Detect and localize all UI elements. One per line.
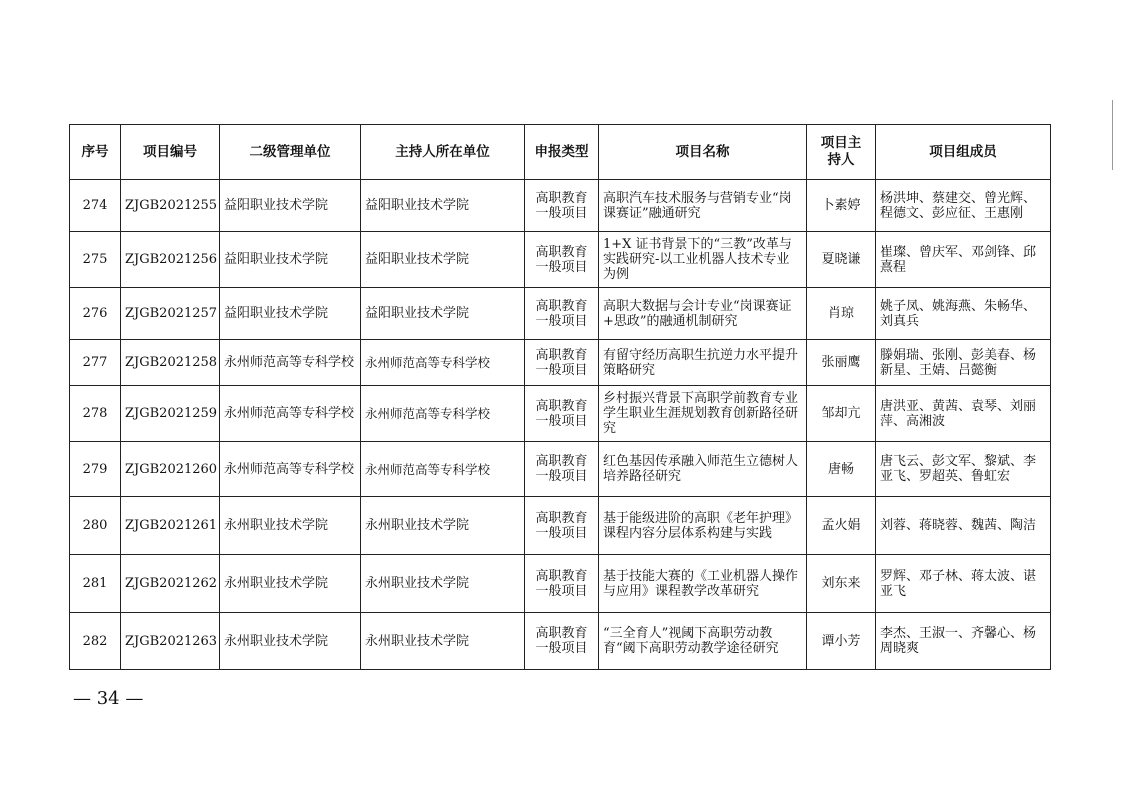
cell-admin-unit: 永州师范高等专科学校 bbox=[220, 340, 361, 386]
cell-host-unit: 永州师范高等专科学校 bbox=[361, 386, 525, 442]
cell-admin-unit: 永州师范高等专科学校 bbox=[220, 386, 361, 442]
cell-members: 崔璨、曾庆军、邓剑锋、邱熹程 bbox=[876, 232, 1051, 288]
cell-host-unit: 益阳职业技术学院 bbox=[361, 288, 525, 340]
header-code: 项目编号 bbox=[121, 125, 220, 180]
cell-members: 李杰、王淑一、齐馨心、杨周晓爽 bbox=[876, 613, 1051, 670]
cell-members: 唐飞云、彭文军、黎斌、李亚飞、罗超英、鲁虹宏 bbox=[876, 442, 1051, 497]
cell-admin-unit: 永州职业技术学院 bbox=[220, 497, 361, 555]
cell-seq: 281 bbox=[70, 555, 121, 613]
cell-seq: 282 bbox=[70, 613, 121, 670]
table-row bbox=[70, 442, 1051, 497]
cell-code: ZJGB2021259 bbox=[121, 386, 220, 442]
header-row bbox=[70, 125, 1051, 180]
cell-seq: 279 bbox=[70, 442, 121, 497]
cell-host-unit: 益阳职业技术学院 bbox=[361, 232, 525, 288]
cell-code: ZJGB2021258 bbox=[121, 340, 220, 386]
page-number: — 34 — bbox=[73, 688, 144, 709]
cell-project-name: 乡村振兴背景下高职学前教育专业学生职业生涯规划教育创新路径研究 bbox=[599, 386, 807, 442]
cell-seq: 275 bbox=[70, 232, 121, 288]
cell-members: 姚子凤、姚海燕、朱畅华、刘真兵 bbox=[876, 288, 1051, 340]
cell-members: 刘蓉、蒋晓蓉、魏茜、陶洁 bbox=[876, 497, 1051, 555]
header-host: 项目主持人 bbox=[807, 125, 876, 180]
cell-type: 高职教育一般项目 bbox=[525, 613, 599, 670]
cell-code: ZJGB2021262 bbox=[121, 555, 220, 613]
cell-project-name: “三全育人”视阈下高职劳动教育“阈下高职劳动教学途径研究 bbox=[599, 613, 807, 670]
cell-type: 高职教育一般项目 bbox=[525, 555, 599, 613]
header-admin-unit: 二级管理单位 bbox=[220, 125, 361, 180]
cell-admin-unit: 永州师范高等专科学校 bbox=[220, 442, 361, 497]
cell-admin-unit: 永州职业技术学院 bbox=[220, 555, 361, 613]
header-host-unit: 主持人所在单位 bbox=[361, 125, 525, 180]
cell-host: 张丽鹰 bbox=[807, 340, 876, 386]
cell-host-unit: 永州师范高等专科学校 bbox=[361, 442, 525, 497]
header-members: 项目组成员 bbox=[876, 125, 1051, 180]
cell-host-unit: 益阳职业技术学院 bbox=[361, 180, 525, 232]
cell-project-name: 高职大数据与会计专业“岗课赛证+思政”的融通机制研究 bbox=[599, 288, 807, 340]
cell-type: 高职教育一般项目 bbox=[525, 497, 599, 555]
cell-seq: 277 bbox=[70, 340, 121, 386]
cell-members: 杨洪坤、蔡建交、曾光辉、程德文、彭应征、王惠刚 bbox=[876, 180, 1051, 232]
cell-type: 高职教育一般项目 bbox=[525, 442, 599, 497]
cell-seq: 278 bbox=[70, 386, 121, 442]
cell-seq: 276 bbox=[70, 288, 121, 340]
cell-host: 刘东来 bbox=[807, 555, 876, 613]
cell-type: 高职教育一般项目 bbox=[525, 340, 599, 386]
cell-seq: 280 bbox=[70, 497, 121, 555]
cell-host: 邹却亢 bbox=[807, 386, 876, 442]
cell-type: 高职教育一般项目 bbox=[525, 232, 599, 288]
cell-admin-unit: 益阳职业技术学院 bbox=[220, 180, 361, 232]
cell-host: 谭小芳 bbox=[807, 613, 876, 670]
cell-project-name: 红色基因传承融入师范生立德树人培养路径研究 bbox=[599, 442, 807, 497]
cell-host: 孟火娟 bbox=[807, 497, 876, 555]
cell-code: ZJGB2021256 bbox=[121, 232, 220, 288]
cell-members: 罗辉、邓子林、蒋太波、谌亚飞 bbox=[876, 555, 1051, 613]
table-row bbox=[70, 232, 1051, 288]
cell-host: 唐畅 bbox=[807, 442, 876, 497]
table-row bbox=[70, 613, 1051, 670]
table-row bbox=[70, 180, 1051, 232]
table-row bbox=[70, 497, 1051, 555]
cell-host: 夏晓谦 bbox=[807, 232, 876, 288]
cell-type: 高职教育一般项目 bbox=[525, 288, 599, 340]
table-row bbox=[70, 386, 1051, 442]
cell-type: 高职教育一般项目 bbox=[525, 180, 599, 232]
scan-edge-mark bbox=[1112, 100, 1113, 170]
cell-project-name: 高职汽车技术服务与营销专业“岗课赛证”融通研究 bbox=[599, 180, 807, 232]
cell-code: ZJGB2021261 bbox=[121, 497, 220, 555]
cell-host: 卜素婷 bbox=[807, 180, 876, 232]
header-type: 申报类型 bbox=[525, 125, 599, 180]
cell-code: ZJGB2021255 bbox=[121, 180, 220, 232]
cell-admin-unit: 益阳职业技术学院 bbox=[220, 288, 361, 340]
cell-members: 唐洪亚、黄茜、袁琴、刘丽萍、高湘波 bbox=[876, 386, 1051, 442]
cell-host-unit: 永州职业技术学院 bbox=[361, 555, 525, 613]
cell-project-name: 1+X 证书背景下的“三教”改革与实践研究-以工业机器人技术专业为例 bbox=[599, 232, 807, 288]
header-project-name: 项目名称 bbox=[599, 125, 807, 180]
cell-project-name: 基于技能大赛的《工业机器人操作与应用》课程教学改革研究 bbox=[599, 555, 807, 613]
table-row bbox=[70, 340, 1051, 386]
cell-host: 肖琼 bbox=[807, 288, 876, 340]
cell-admin-unit: 永州职业技术学院 bbox=[220, 613, 361, 670]
cell-type: 高职教育一般项目 bbox=[525, 386, 599, 442]
header-seq: 序号 bbox=[70, 125, 121, 180]
cell-code: ZJGB2021257 bbox=[121, 288, 220, 340]
cell-project-name: 基于能级进阶的高职《老年护理》课程内容分层体系构建与实践 bbox=[599, 497, 807, 555]
cell-host-unit: 永州职业技术学院 bbox=[361, 497, 525, 555]
project-table bbox=[69, 124, 1051, 670]
cell-members: 滕娟瑞、张刚、彭美春、杨新星、王婧、吕懿衡 bbox=[876, 340, 1051, 386]
cell-seq: 274 bbox=[70, 180, 121, 232]
table-row bbox=[70, 555, 1051, 613]
table-row bbox=[70, 288, 1051, 340]
cell-admin-unit: 益阳职业技术学院 bbox=[220, 232, 361, 288]
cell-host-unit: 永州师范高等专科学校 bbox=[361, 340, 525, 386]
cell-project-name: 有留守经历高职生抗逆力水平提升策略研究 bbox=[599, 340, 807, 386]
cell-host-unit: 永州职业技术学院 bbox=[361, 613, 525, 670]
cell-code: ZJGB2021260 bbox=[121, 442, 220, 497]
cell-code: ZJGB2021263 bbox=[121, 613, 220, 670]
